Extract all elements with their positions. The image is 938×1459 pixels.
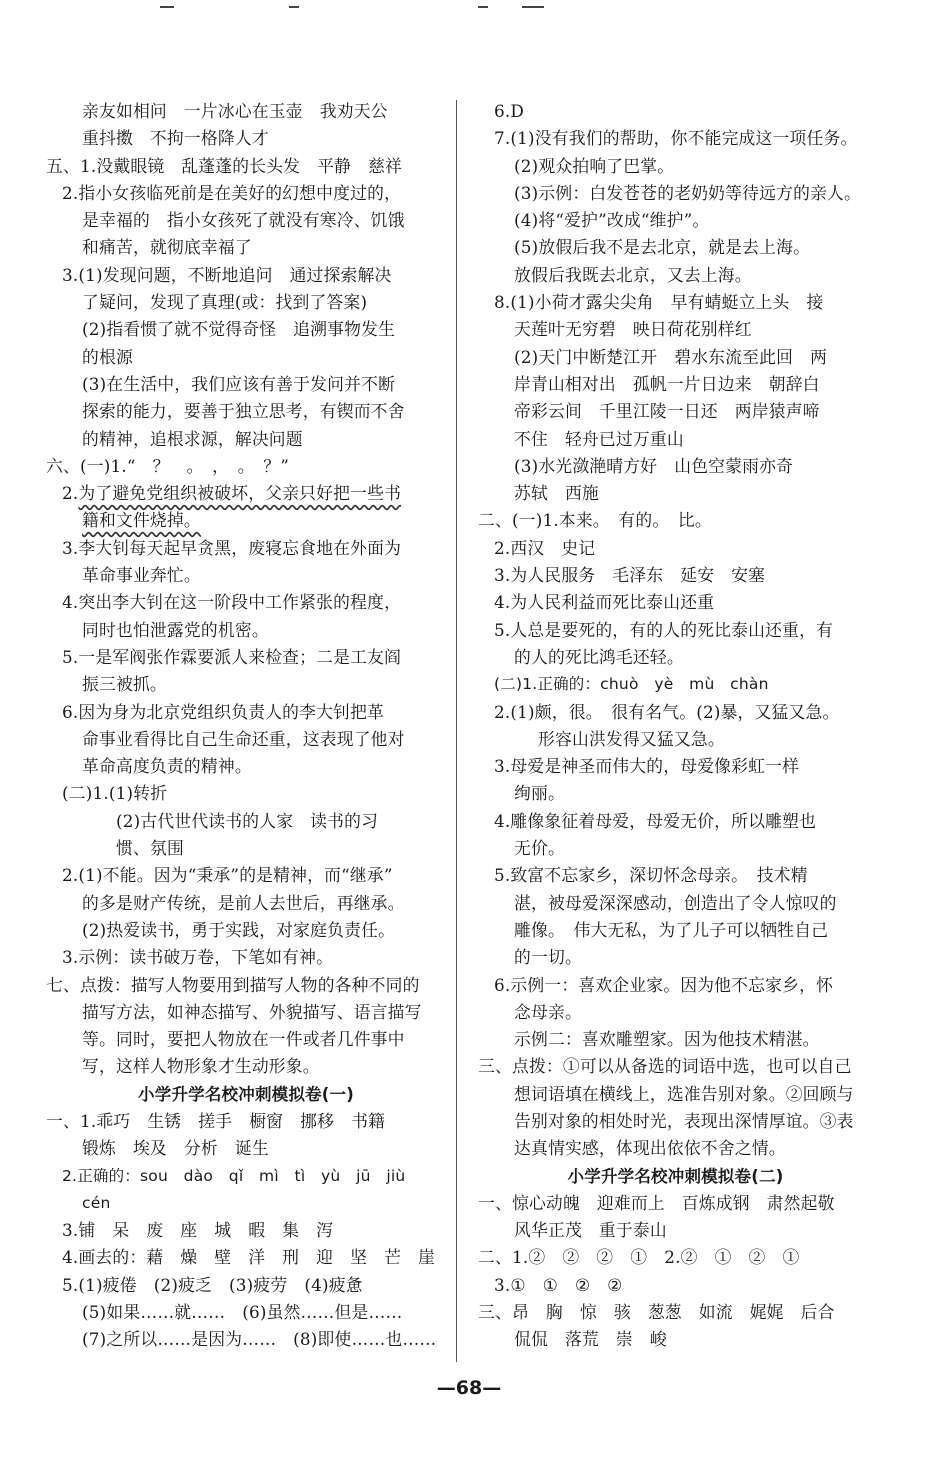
answer-line: (2)热爱读书，勇于实践，对家庭负责任。 [82, 919, 396, 940]
answer-line: 3.示例：读书破万卷，下笔如有神。 [62, 947, 334, 968]
answer-line: cén [82, 1193, 111, 1212]
answer-line: 不住 轻舟已过万重山 [514, 428, 684, 449]
answer-line: 的人的死比鸿毛还轻。 [514, 646, 684, 667]
answer-line: 3.母爱是神圣而伟大的，母爱像彩虹一样 [494, 756, 800, 777]
answer-line: 七、点拨：描写人物要用到描写人物的各种不同的 [46, 974, 420, 995]
answer-line: 5.致富不忘家乡，深切怀念母亲。 技术精 [494, 865, 808, 886]
answer-line: 的一切。 [514, 947, 582, 968]
left-answer-column [46, 98, 446, 1354]
answer-line: 六、(一)1.“ ？ 。 ， 。 ？” [46, 455, 290, 476]
answer-line: 2.指小女孩临死前是在美好的幻想中度过的， [62, 182, 402, 203]
answer-line [46, 507, 446, 534]
answer-line: 7.(1)没有我们的帮助，你不能完成这一项任务。 [494, 128, 858, 149]
answer-line: 侃侃 落荒 崇 峻 [514, 1329, 667, 1350]
top-scan-mark [478, 6, 488, 8]
answer-line: 达真情实感，体现出依依不舍之情。 [514, 1138, 786, 1159]
section-title: 小学升学名校冲刺模拟卷(一) [138, 1084, 354, 1104]
answer-line: 三、昂 胸 惊 骇 葱葱 如流 娓娓 后合 [478, 1302, 835, 1323]
answer-line: (2)观众拍响了巴掌。 [514, 155, 675, 176]
answer-line: 5.(1)疲倦 (2)疲乏 (3)疲劳 (4)疲惫 [62, 1274, 363, 1295]
answer-line: 3.铺 呆 废 座 城 暇 集 泻 [62, 1220, 334, 1241]
answer-line: 惯、氛围 [116, 838, 184, 859]
answer-line: 一、1.乖巧 生锈 搓手 橱窗 挪移 书籍 [46, 1110, 386, 1131]
answer-line: 2.(1)颇，很。 很有名气。(2)暴，又猛又急。 [494, 701, 840, 722]
answer-line: 4.画去的：藉 燥 壁 洋 刑 迎 坚 芒 崖 [62, 1247, 436, 1268]
answer-line: 8.(1)小荷才露尖尖角 早有蜻蜓立上头 接 [494, 292, 824, 313]
answer-line [46, 480, 446, 507]
answer-line: 念母亲。 [514, 1001, 582, 1022]
answer-line: 2.正确的：sou dào qǐ mì tì yù jū jiù [62, 1166, 406, 1185]
answer-line: 五、1.没戴眼镜 乱蓬蓬的长头发 平静 慈祥 [46, 155, 403, 176]
column-divider [456, 100, 457, 1362]
top-scan-mark [160, 6, 174, 8]
answer-line: (2)指看惯了就不觉得奇怪 追溯事物发生 [82, 319, 396, 340]
answer-line: 2.(1)不能。因为“秉承”的是精神，而“继承” [62, 865, 393, 886]
answer-line: 命事业看得比自己生命还重，这表现了他对 [82, 728, 405, 749]
answer-line: 岸青山相对出 孤帆一片日边来 朝辞白 [514, 373, 820, 394]
answer-line: 亲友如相问 一片冰心在玉壶 我劝天公 [82, 101, 388, 121]
wavy-underlined-text: 籍和文件烧掉。 [82, 510, 201, 531]
answer-line: 苏轼 西施 [514, 483, 599, 504]
answer-line: 4.为人民利益而死比泰山还重 [494, 592, 715, 613]
answer-line: 的精神，追根求源，解决问题 [82, 428, 303, 449]
answer-line: 5.一是军阀张作霖要派人来检查；二是工友阎 [62, 646, 402, 667]
answer-line: 的多是财产传统，是前人去世后，再继承。 [82, 892, 405, 913]
answer-line: 4.突出李大钊在这一阶段中工作紧张的程度， [62, 592, 402, 613]
answer-line: (3)示例：白发苍苍的老奶奶等待远方的亲人。 [514, 182, 862, 203]
section-title: 小学升学名校冲刺模拟卷(二) [567, 1166, 784, 1186]
answer-line: 6.示例一：喜欢企业家。因为他不忘家乡，怀 [494, 974, 834, 995]
answer-line: (7)之所以……是因为…… (8)即使……也…… [82, 1329, 437, 1350]
answer-line: (2)天门中断楚江开 碧水东流至此回 两 [514, 346, 828, 367]
answer-line: 二、(一)1.本来。 有的。 比。 [478, 510, 712, 531]
top-scan-mark [522, 6, 544, 8]
answer-line: (2)古代世代读书的人家 读书的习 [116, 810, 379, 831]
answer-line: 风华正茂 重于泰山 [514, 1220, 667, 1241]
answer-line: (二)1.正确的：chuò yè mù chàn [494, 675, 769, 694]
answer-line: 绚丽。 [514, 783, 565, 804]
answer-line: 描写方法，如神态描写、外貌描写、语言描写 [82, 1001, 422, 1022]
answer-line: 等。同时，要把人物放在一件或者几件事中 [82, 1029, 405, 1050]
answer-line: 和痛苦，就彻底幸福了 [82, 237, 252, 258]
answer-line: (5)放假后我不是去北京，就是去上海。 [514, 237, 811, 258]
answer-line: 锻炼 埃及 分析 诞生 [82, 1138, 269, 1159]
answer-line: 2.西汉 史记 [494, 537, 596, 558]
answer-line: 的根源 [82, 346, 133, 367]
answer-line: (3)在生活中，我们应该有善于发问并不断 [82, 373, 396, 394]
answer-line: 3.为人民服务 毛泽东 延安 安塞 [494, 565, 766, 586]
answer-line: (5)如果……就…… (6)虽然……但是…… [82, 1302, 403, 1323]
answer-line: 3.(1)发现问题，不断地追问 通过探索解决 [62, 264, 392, 285]
answer-line: 振三被抓。 [82, 674, 167, 695]
answer-line: 6.D [494, 101, 525, 121]
answer-line: (3)水光潋滟晴方好 山色空蒙雨亦奇 [514, 455, 794, 476]
answer-line: 写，这样人物形象才生动形象。 [82, 1056, 320, 1077]
page-number: —68— [436, 1377, 502, 1399]
answer-line: 雕像。 伟大无私，为了儿子可以牺牲自己 [514, 919, 829, 940]
answer-line: 一、惊心动魄 迎难而上 百炼成钢 肃然起敬 [478, 1192, 835, 1213]
answer-line: 3.① ① ② ② [494, 1274, 623, 1295]
answer-line: 想词语填在横线上，选准告别对象。②回顾与 [514, 1083, 854, 1104]
answer-line: 同时也怕泄露党的机密。 [82, 619, 269, 640]
answer-line: 三、点拨：①可以从备选的词语中选，也可以自己 [478, 1056, 852, 1077]
answer-line: 湛，被母爱深深感动，创造出了令人惊叹的 [514, 892, 837, 913]
answer-line: 示例二：喜欢雕塑家。因为他技术精湛。 [514, 1029, 820, 1050]
answer-line: 二、1.② ② ② ① 2.② ① ② ① [478, 1247, 800, 1268]
right-answer-column [478, 98, 873, 1354]
answer-line: 了疑问，发现了真理(或：找到了答案) [82, 292, 368, 313]
answer-line: 帝彩云间 千里江陵一日还 两岸猿声啼 [514, 401, 820, 422]
answer-line: 5.人总是要死的，有的人的死比泰山还重，有 [494, 619, 834, 640]
answer-line: (4)将“爱护”改成“维护”。 [514, 210, 710, 231]
answer-line: 放假后我既去北京，又去上海。 [514, 264, 752, 285]
answer-line: (二)1.(1)转折 [62, 783, 168, 804]
answer-line: 告别对象的相处时光，表现出深情厚谊。③表 [514, 1110, 854, 1131]
answer-line: 3.李大钊每天起早贪黑，废寝忘食地在外面为 [62, 537, 402, 558]
answer-line: 无价。 [514, 838, 565, 859]
answer-line: 形容山洪发得又猛又急。 [538, 728, 725, 749]
answer-line: 探索的能力，要善于独立思考，有锲而不舍 [82, 401, 405, 422]
wavy-underlined-text: 为了避免党组织被破坏，父亲只好把一些书 [78, 483, 402, 504]
answer-line: 革命高度负责的精神。 [82, 756, 252, 777]
answer-line: 重抖擞 不拘一格降人才 [82, 128, 269, 149]
answer-line: 4.雕像象征着母爱，母爱无价，所以雕塑也 [494, 810, 817, 831]
top-scan-mark [289, 6, 299, 8]
answer-line: 是幸福的 指小女孩死了就没有寒冷、饥饿 [82, 210, 405, 231]
answer-line: 天莲叶无穷碧 映日荷花别样红 [514, 319, 752, 340]
answer-prefix: 2. [62, 483, 79, 504]
answer-line: 6.因为身为北京党组织负责人的李大钊把革 [62, 701, 385, 722]
answer-line: 革命事业奔忙。 [82, 565, 201, 586]
